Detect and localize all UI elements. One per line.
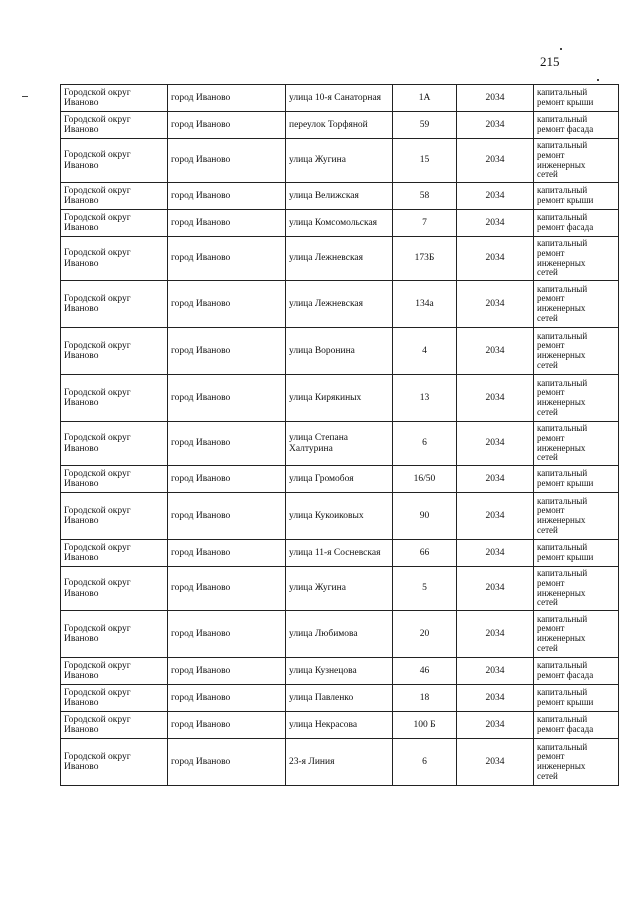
table-row xyxy=(61,422,619,466)
work-type-cell xyxy=(534,658,619,685)
municipality-line: Городской округ xyxy=(64,185,131,196)
street-cell: улица Велижская xyxy=(286,183,393,210)
work-type-cell xyxy=(534,685,619,712)
house-number-cell: 1А xyxy=(393,85,457,112)
work-type-line: ремонт xyxy=(537,247,565,258)
municipality-line: Иваново xyxy=(64,258,99,269)
work-type-line: капитальный xyxy=(537,185,588,196)
work-type-line: капитальный xyxy=(537,377,588,388)
city-cell: город Иваново xyxy=(168,375,286,422)
city-cell: город Иваново xyxy=(168,139,286,183)
year-cell: 2034 xyxy=(457,611,534,658)
city-cell: город Иваново xyxy=(168,493,286,540)
scan-mark xyxy=(22,96,28,97)
work-type-cell xyxy=(534,328,619,375)
municipality-cell xyxy=(61,493,168,540)
municipality-line: Иваново xyxy=(64,98,99,108)
street-cell: улица Жугина xyxy=(286,139,393,183)
work-type-line: инженерных xyxy=(537,303,586,313)
year-cell: 2034 xyxy=(457,685,534,712)
year-cell: 2034 xyxy=(457,567,534,611)
table-row xyxy=(61,611,619,658)
municipality-cell xyxy=(61,139,168,183)
municipality-line: Иваново xyxy=(64,443,99,454)
work-type-line: капитальный xyxy=(537,423,588,434)
municipality-cell xyxy=(61,685,168,712)
scan-mark xyxy=(597,79,599,81)
city-cell: город Иваново xyxy=(168,281,286,328)
municipality-cell xyxy=(61,237,168,281)
municipality-cell xyxy=(61,281,168,328)
work-type-line: капитальный xyxy=(537,568,588,579)
municipality-cell xyxy=(61,739,168,786)
year-cell: 2034 xyxy=(457,112,534,139)
house-number-cell: 173Б xyxy=(393,237,457,281)
municipality-cell xyxy=(61,328,168,375)
street-cell: улица Кирякиных xyxy=(286,375,393,422)
work-type-cell xyxy=(534,237,619,281)
municipality-line: Иваново xyxy=(64,634,99,644)
table-row xyxy=(61,139,619,183)
house-number-cell: 59 xyxy=(393,112,457,139)
work-type-line: сетей xyxy=(537,267,558,278)
year-cell: 2034 xyxy=(457,739,534,786)
work-type-line: капитальный xyxy=(537,613,588,624)
municipality-line: Городской округ xyxy=(64,660,131,671)
work-type-line: ремонт xyxy=(537,293,565,304)
municipality-line: Иваново xyxy=(64,196,99,206)
table-row xyxy=(61,183,619,210)
table-row xyxy=(61,237,619,281)
work-type-line: ремонт xyxy=(537,387,565,398)
page-number: 215 xyxy=(540,54,560,69)
street-cell: улица 11-я Сосневская xyxy=(286,540,393,567)
city-cell: город Иваново xyxy=(168,540,286,567)
house-number-cell: 90 xyxy=(393,493,457,540)
year-cell: 2034 xyxy=(457,328,534,375)
municipality-cell xyxy=(61,375,168,422)
house-number-cell: 18 xyxy=(393,685,457,712)
repair-registry-table xyxy=(60,84,619,786)
table-row xyxy=(61,658,619,685)
work-type-line: капитальный xyxy=(537,87,588,98)
work-type-line: инженерных xyxy=(537,397,586,407)
table-row xyxy=(61,281,619,328)
work-type-line: ремонт xyxy=(537,623,565,634)
work-type-line: капитальный xyxy=(537,238,588,249)
house-number-cell: 13 xyxy=(393,375,457,422)
municipality-line: Городской округ xyxy=(64,293,131,304)
street-cell: улица Лежневская xyxy=(286,281,393,328)
work-type-cell xyxy=(534,611,619,658)
municipality-line: Иваново xyxy=(64,516,99,526)
work-type-cell xyxy=(534,112,619,139)
work-type-line: сетей xyxy=(537,452,558,463)
work-type-line: сетей xyxy=(537,406,558,417)
city-cell: город Иваново xyxy=(168,739,286,786)
municipality-line: Городской округ xyxy=(64,714,131,725)
year-cell: 2034 xyxy=(457,237,534,281)
table-row xyxy=(61,466,619,493)
municipality-line: Иваново xyxy=(64,351,99,361)
municipality-line: Городской округ xyxy=(64,687,131,698)
city-cell: город Иваново xyxy=(168,658,286,685)
municipality-cell xyxy=(61,466,168,493)
work-type-line: ремонт xyxy=(537,505,565,516)
work-type-line: инженерных xyxy=(537,515,586,525)
work-type-line: капитальный xyxy=(537,495,588,506)
city-cell: город Иваново xyxy=(168,567,286,611)
table-row xyxy=(61,328,619,375)
street-cell: улица Павленко xyxy=(286,685,393,712)
work-type-line: инженерных xyxy=(537,761,586,771)
municipality-line: Городской округ xyxy=(64,623,131,634)
municipality-line: Иваново xyxy=(64,398,99,408)
municipality-cell xyxy=(61,567,168,611)
house-number-cell: 15 xyxy=(393,139,457,183)
street-cell: улица Кукоиковых xyxy=(286,493,393,540)
work-type-line: ремонт xyxy=(537,751,565,762)
work-type-line: капитальный xyxy=(537,542,588,553)
work-type-cell xyxy=(534,210,619,237)
work-type-line: капитальный xyxy=(537,330,588,341)
municipality-cell xyxy=(61,183,168,210)
city-cell: город Иваново xyxy=(168,422,286,466)
city-cell: город Иваново xyxy=(168,685,286,712)
work-type-cell xyxy=(534,712,619,739)
street-cell: улица 10-я Санаторная xyxy=(286,85,393,112)
work-type-cell xyxy=(534,493,619,540)
street-cell: улица Комсомольская xyxy=(286,210,393,237)
work-type-cell xyxy=(534,567,619,611)
municipality-cell xyxy=(61,112,168,139)
work-type-line: ремонт крыши xyxy=(537,97,594,107)
city-cell: город Иваново xyxy=(168,611,286,658)
work-type-line: капитальный xyxy=(537,140,588,151)
house-number-cell: 20 xyxy=(393,611,457,658)
year-cell: 2034 xyxy=(457,139,534,183)
work-type-line: ремонт xyxy=(537,577,565,588)
municipality-line: Городской округ xyxy=(64,248,131,259)
work-type-cell xyxy=(534,466,619,493)
municipality-cell xyxy=(61,210,168,237)
work-type-line: капитальный xyxy=(537,212,588,223)
street-cell: улица Лежневская xyxy=(286,237,393,281)
work-type-line: капитальный xyxy=(537,660,588,671)
municipality-line: Иваново xyxy=(64,698,99,708)
city-cell: город Иваново xyxy=(168,183,286,210)
municipality-line: Городской округ xyxy=(64,87,131,98)
table-row xyxy=(61,375,619,422)
work-type-line: сетей xyxy=(537,359,558,370)
street-cell: 23-я Линия xyxy=(286,739,393,786)
house-number-cell: 5 xyxy=(393,567,457,611)
work-type-line: ремонт фасада xyxy=(537,222,594,232)
work-type-cell xyxy=(534,281,619,328)
municipality-line: Городской округ xyxy=(64,542,131,553)
year-cell: 2034 xyxy=(457,85,534,112)
house-number-cell: 4 xyxy=(393,328,457,375)
city-cell: город Иваново xyxy=(168,712,286,739)
work-type-line: инженерных xyxy=(537,587,586,598)
work-type-line: сетей xyxy=(537,312,558,323)
year-cell: 2034 xyxy=(457,712,534,739)
street-cell: улица Жугина xyxy=(286,567,393,611)
year-cell: 2034 xyxy=(457,493,534,540)
work-type-line: сетей xyxy=(537,524,558,535)
table-row xyxy=(61,567,619,611)
municipality-line: Иваново xyxy=(64,304,99,314)
street-cell: улица Воронина xyxy=(286,328,393,375)
table-row xyxy=(61,739,619,786)
year-cell: 2034 xyxy=(457,466,534,493)
municipality-line: Иваново xyxy=(64,223,99,233)
municipality-line: Городской округ xyxy=(64,212,131,223)
municipality-line: Городской округ xyxy=(64,505,131,516)
house-number-cell: 46 xyxy=(393,658,457,685)
municipality-line: Городской округ xyxy=(64,340,131,351)
house-number-cell: 7 xyxy=(393,210,457,237)
city-cell: город Иваново xyxy=(168,237,286,281)
table-row xyxy=(61,85,619,112)
work-type-line: ремонт крыши xyxy=(537,697,594,707)
work-type-cell xyxy=(534,183,619,210)
work-type-line: сетей xyxy=(537,642,558,653)
municipality-line: Городской округ xyxy=(64,578,131,589)
work-type-cell xyxy=(534,422,619,466)
municipality-line: Городской округ xyxy=(64,468,131,479)
work-type-line: ремонт фасада xyxy=(537,670,594,680)
municipality-line: Городской округ xyxy=(64,114,131,125)
house-number-cell: 66 xyxy=(393,540,457,567)
municipality-cell xyxy=(61,658,168,685)
street-cell: улица Громобоя xyxy=(286,466,393,493)
municipality-line: Иваново xyxy=(64,671,99,681)
year-cell: 2034 xyxy=(457,183,534,210)
municipality-line: Иваново xyxy=(64,725,99,735)
work-type-line: капитальный xyxy=(537,714,588,725)
work-type-line: инженерных xyxy=(537,442,586,453)
work-type-line: капитальный xyxy=(537,687,588,698)
municipality-line: Городской округ xyxy=(64,751,131,762)
city-cell: город Иваново xyxy=(168,466,286,493)
scan-mark xyxy=(560,48,562,50)
street-cell: улица Степана Халтурина xyxy=(286,422,393,466)
work-type-line: сетей xyxy=(537,169,558,180)
work-type-line: инженерных xyxy=(537,257,586,268)
year-cell: 2034 xyxy=(457,281,534,328)
work-type-line: сетей xyxy=(537,770,558,781)
municipality-cell xyxy=(61,85,168,112)
year-cell: 2034 xyxy=(457,658,534,685)
work-type-line: инженерных xyxy=(537,350,586,360)
municipality-line: Иваново xyxy=(64,588,99,599)
work-type-cell xyxy=(534,739,619,786)
city-cell: город Иваново xyxy=(168,85,286,112)
work-type-line: инженерных xyxy=(537,633,586,643)
municipality-cell xyxy=(61,540,168,567)
work-type-cell xyxy=(534,139,619,183)
year-cell: 2034 xyxy=(457,422,534,466)
city-cell: город Иваново xyxy=(168,328,286,375)
street-cell: улица Кузнецова xyxy=(286,658,393,685)
municipality-line: Городской округ xyxy=(64,433,131,444)
work-type-line: капитальный xyxy=(537,283,588,294)
work-type-line: инженерных xyxy=(537,159,586,170)
year-cell: 2034 xyxy=(457,210,534,237)
street-cell: улица Некрасова xyxy=(286,712,393,739)
municipality-cell xyxy=(61,611,168,658)
house-number-cell: 58 xyxy=(393,183,457,210)
municipality-cell xyxy=(61,712,168,739)
work-type-line: капитальный xyxy=(537,114,588,125)
work-type-line: ремонт xyxy=(537,340,565,351)
municipality-line: Иваново xyxy=(64,553,99,563)
house-number-cell: 6 xyxy=(393,739,457,786)
work-type-line: ремонт xyxy=(537,149,565,160)
municipality-line: Иваново xyxy=(64,125,99,135)
house-number-cell: 134а xyxy=(393,281,457,328)
work-type-cell xyxy=(534,85,619,112)
year-cell: 2034 xyxy=(457,375,534,422)
table-row xyxy=(61,685,619,712)
municipality-line: Городской округ xyxy=(64,150,131,161)
municipality-line: Иваново xyxy=(64,160,99,171)
work-type-line: сетей xyxy=(537,597,558,608)
work-type-line: ремонт крыши xyxy=(537,195,594,205)
street-cell: переулок Торфяной xyxy=(286,112,393,139)
municipality-line: Иваново xyxy=(64,479,99,489)
work-type-line: ремонт xyxy=(537,432,565,443)
work-type-line: капитальный xyxy=(537,741,588,752)
house-number-cell: 100 Б xyxy=(393,712,457,739)
work-type-line: ремонт фасада xyxy=(537,724,594,734)
year-cell: 2034 xyxy=(457,540,534,567)
work-type-line: ремонт крыши xyxy=(537,552,594,562)
table-row xyxy=(61,540,619,567)
municipality-line: Городской округ xyxy=(64,387,131,398)
table-row xyxy=(61,210,619,237)
work-type-cell xyxy=(534,540,619,567)
municipality-line: Иваново xyxy=(64,762,99,772)
work-type-line: ремонт крыши xyxy=(537,478,594,488)
table-row xyxy=(61,493,619,540)
table-body xyxy=(61,85,619,786)
street-cell: улица Любимова xyxy=(286,611,393,658)
house-number-cell: 6 xyxy=(393,422,457,466)
work-type-cell xyxy=(534,375,619,422)
city-cell: город Иваново xyxy=(168,112,286,139)
work-type-line: ремонт фасада xyxy=(537,124,594,134)
work-type-line: капитальный xyxy=(537,468,588,479)
municipality-cell xyxy=(61,422,168,466)
city-cell: город Иваново xyxy=(168,210,286,237)
table-row xyxy=(61,112,619,139)
house-number-cell: 16/50 xyxy=(393,466,457,493)
table-row xyxy=(61,712,619,739)
